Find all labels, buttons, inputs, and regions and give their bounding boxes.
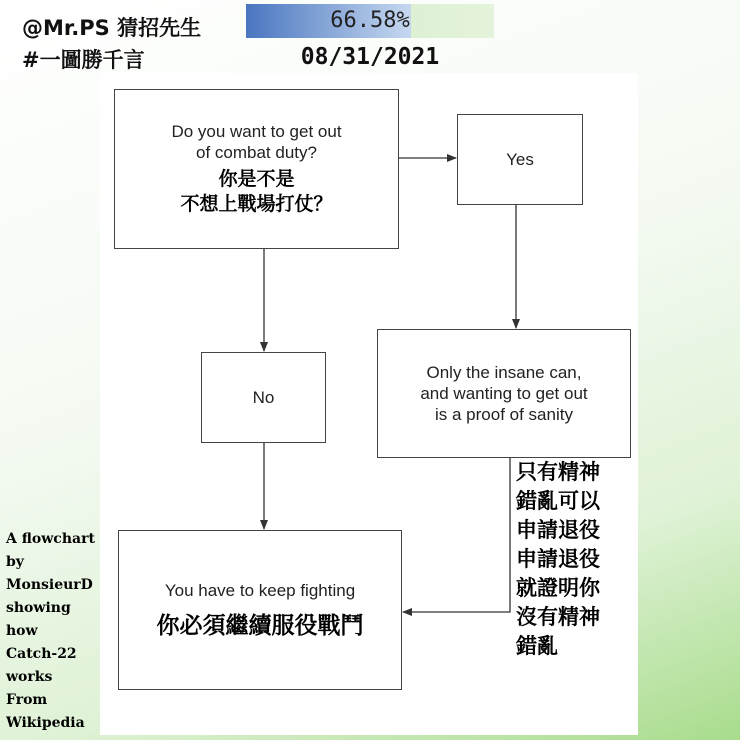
author-handle: @Mr.PS 猜招先生 bbox=[22, 16, 202, 40]
arrow-insane-to-fight bbox=[403, 458, 510, 612]
insane-text-zh: 只有精神 錯亂可以 申請退役 申請退役 就證明你 沒有精神 錯亂 bbox=[516, 460, 600, 658]
no-box bbox=[201, 352, 326, 443]
question-text-zh: 你是不是 不想上戰場打仗？ bbox=[180, 168, 333, 215]
question-text-en: Do you want to get out of combat duty? bbox=[171, 122, 342, 162]
fight-text-zh: 你必須繼續服役戰鬥 bbox=[156, 612, 364, 639]
yes-box bbox=[457, 114, 583, 205]
insane-text-en: Only the insane can, and wanting to get out is a proof of sanity bbox=[420, 363, 588, 424]
progress-percent: 66.58% bbox=[330, 8, 410, 33]
fight-text-en: You have to keep fighting bbox=[164, 580, 356, 600]
no-text: No bbox=[252, 388, 275, 407]
insane-box bbox=[377, 329, 631, 458]
hashtag-label: #一圖勝千言 bbox=[22, 48, 145, 72]
yes-text: Yes bbox=[506, 150, 534, 169]
date-label: 08/31/2021 bbox=[300, 44, 440, 70]
fight-box bbox=[118, 530, 402, 690]
credit-caption: A flowchart by MonsieurD showing how Catch-22 works From Wikipedia bbox=[6, 531, 95, 731]
question-box bbox=[114, 89, 399, 249]
